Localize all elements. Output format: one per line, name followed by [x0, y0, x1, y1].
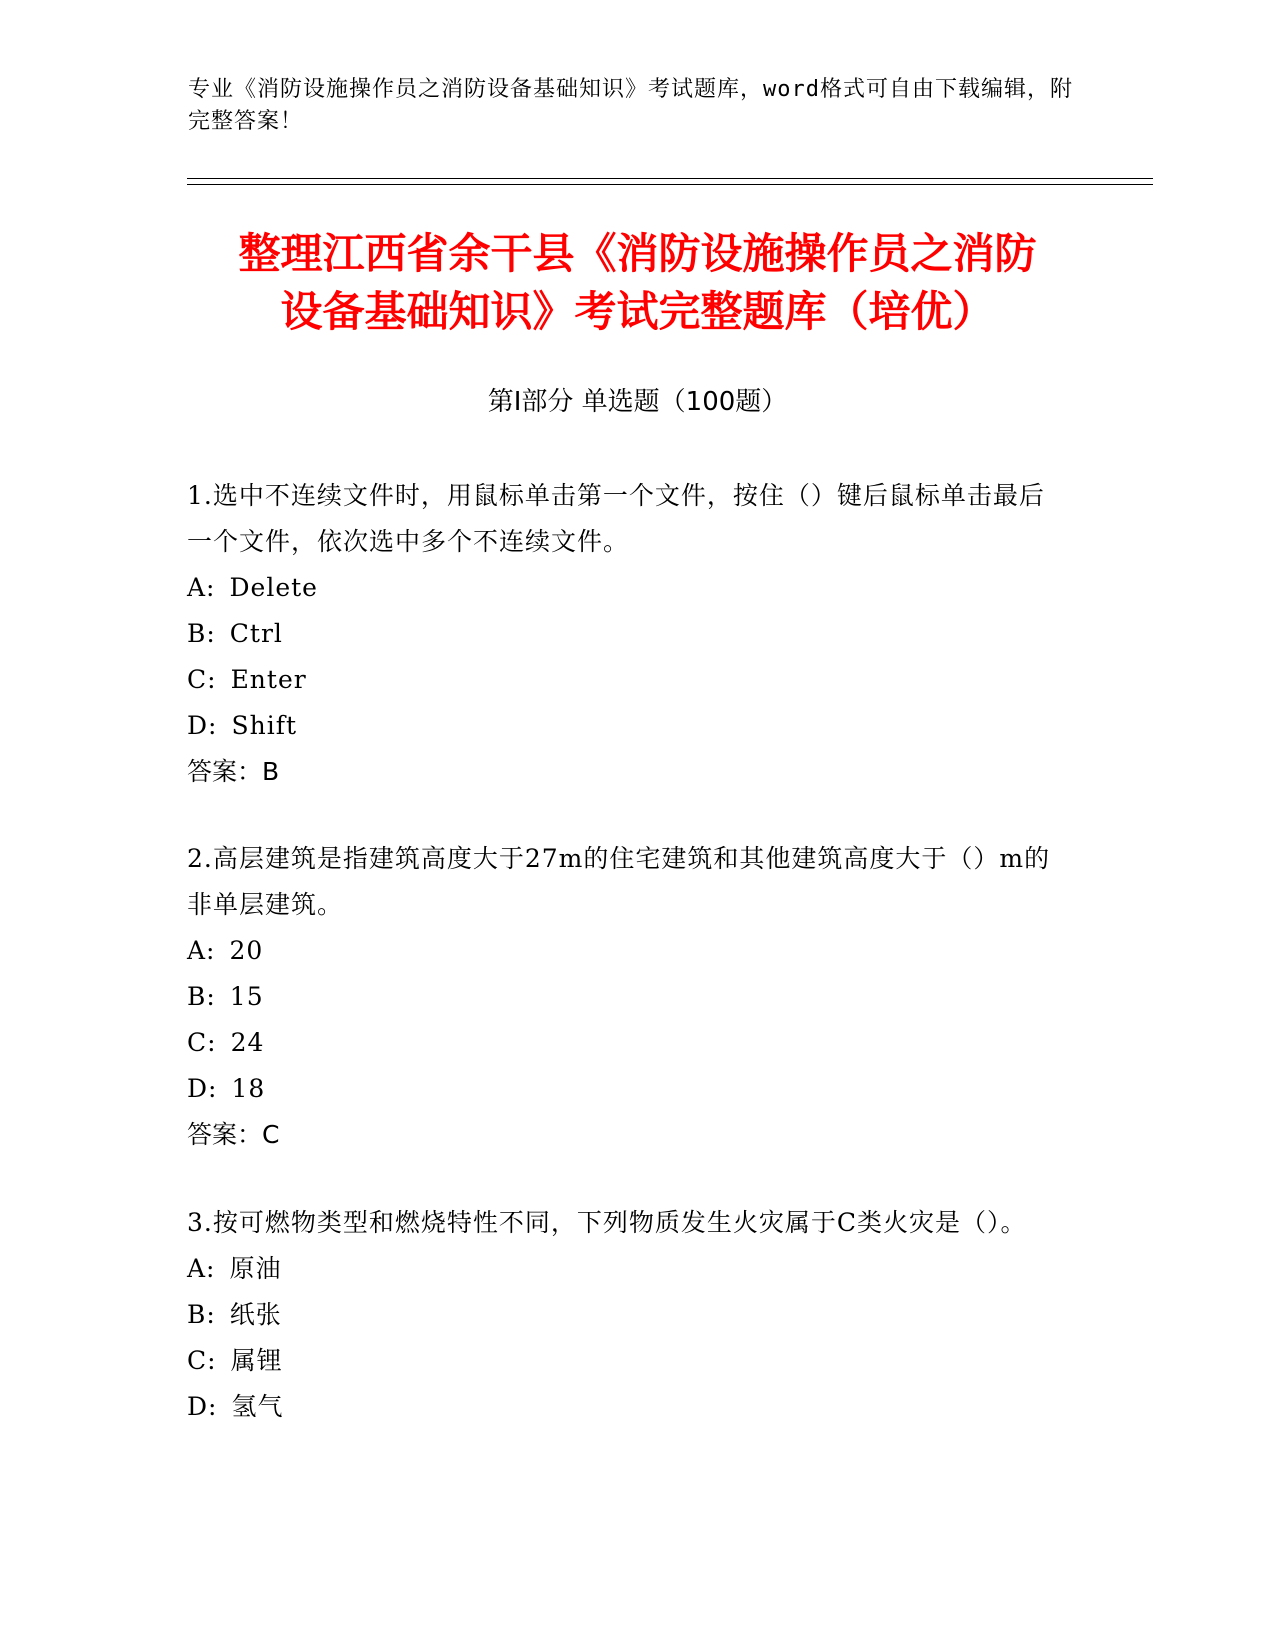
option-text: 24 [230, 1028, 265, 1057]
option-label: C: [187, 1346, 217, 1375]
option-a [187, 1246, 1067, 1292]
question-stem: 3.按可燃物类型和燃烧特性不同，下列物质发生火灾属于C类火灾是（）。 [187, 1208, 1027, 1237]
option-text: Delete [229, 573, 318, 602]
option-text: Shift [231, 711, 297, 740]
question-1 [187, 473, 1067, 795]
option-text: Ctrl [229, 619, 283, 648]
option-b [187, 611, 1067, 657]
answer-line [187, 1112, 1067, 1158]
answer-label: 答案： [187, 1120, 263, 1149]
option-label: A: [187, 573, 216, 602]
header-rule-bottom [187, 184, 1153, 185]
option-c [187, 657, 1067, 703]
option-text: 纸张 [229, 1300, 282, 1329]
answer-value: B [262, 757, 280, 786]
option-label: A: [187, 936, 216, 965]
option-text: 15 [229, 982, 264, 1011]
header-note: 专业《消防设施操作员之消防设备基础知识》考试题库，word格式可自由下载编辑，附完整答案！ [188, 77, 1073, 134]
option-d [187, 703, 1067, 749]
header-rule-top [187, 178, 1153, 179]
option-d [187, 1384, 1067, 1430]
option-d [187, 1066, 1067, 1112]
option-c [187, 1338, 1067, 1384]
question-stem: 2.高层建筑是指建筑高度大于27m的住宅建筑和其他建筑高度大于（）m的非单层建筑。 [187, 844, 1051, 919]
option-text: 18 [231, 1074, 266, 1103]
option-text: 属锂 [230, 1346, 283, 1375]
option-label: D: [187, 1074, 218, 1103]
option-label: A: [187, 1254, 216, 1283]
option-text: Enter [230, 665, 307, 694]
option-label: B: [187, 1300, 216, 1329]
option-text: 20 [229, 936, 264, 965]
answer-value: C [262, 1120, 280, 1149]
document-title-line-2: 设备基础知识》考试完整题库（培优） [280, 287, 995, 336]
answer-label: 答案： [187, 757, 263, 786]
option-a [187, 565, 1067, 611]
option-label: D: [187, 1392, 218, 1421]
question-2 [187, 836, 1067, 1158]
option-text: 氢气 [231, 1392, 284, 1421]
option-text: 原油 [229, 1254, 282, 1283]
option-c [187, 1020, 1067, 1066]
question-3 [187, 1200, 1067, 1430]
option-b [187, 1292, 1067, 1338]
option-label: C: [187, 1028, 217, 1057]
option-label: D: [187, 711, 218, 740]
answer-line [187, 749, 1067, 795]
option-label: B: [187, 619, 216, 648]
question-stem: 1.选中不连续文件时，用鼠标单击第一个文件，按住（）键后鼠标单击最后一个文件，依次选中多个不连续文件。 [187, 481, 1045, 556]
option-label: B: [187, 982, 216, 1011]
document-title-line-1: 整理江西省余干县《消防设施操作员之消防 [238, 229, 1037, 278]
option-label: C: [187, 665, 217, 694]
option-a [187, 928, 1067, 974]
document-title [150, 225, 1125, 341]
section-heading: 第Ⅰ部分 单选题（100题） [487, 387, 788, 417]
option-b [187, 974, 1067, 1020]
